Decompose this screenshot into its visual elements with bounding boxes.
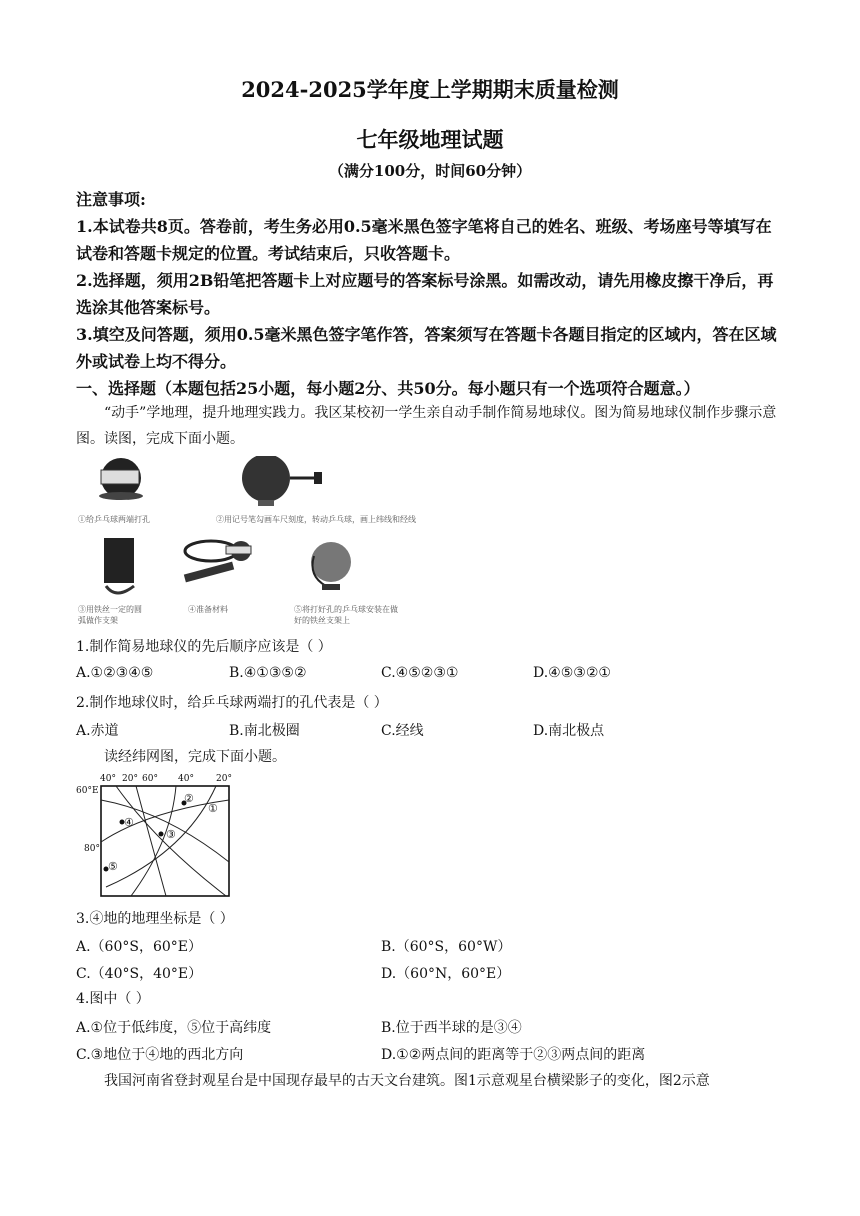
passage-1: “动手”学地理，提升地理实践力。我区某校初一学生亲自动手制作简易地球仪。图为简易地球仪制作步骤示意图。读图，完成下面小题。 [76, 405, 777, 447]
notes-heading: 注意事项: [76, 190, 146, 209]
q2-option-d[interactable]: D.南北极点 [533, 723, 605, 739]
top-label: 40° [178, 774, 194, 784]
passage-3: 我国河南省登封观星台是中国现存最早的古天文台建筑。图1示意观星台横梁影子的变化，图2示意 [104, 1073, 710, 1089]
top-label: 20° [122, 774, 138, 784]
q3-option-d[interactable]: D.（60°N，60°E） [381, 966, 511, 982]
globe-steps-figure [76, 456, 426, 632]
note-item: 1.本试卷共8页。答卷前，考生务必用0.5毫米黑色签字笔将自己的姓名、班级、考场座号等填写在试卷和答题卡规定的位置。考试结束后，只收答题卡。 [76, 217, 772, 263]
q2-option-a[interactable]: A.赤道 [76, 723, 119, 739]
point-label-3: ③ [166, 828, 176, 841]
point-label-5: ⑤ [108, 860, 118, 873]
top-label: 40° [100, 774, 116, 784]
q4-option-b[interactable]: B.位于西半球的是③④ [381, 1020, 522, 1036]
q1-option-d[interactable]: D.④⑤③②① [533, 665, 611, 681]
step-caption-5: ⑤将打好孔的乒乓球安装在做好的铁丝支架上 [294, 605, 398, 625]
left-label: 80° [84, 844, 100, 854]
step-caption-2: ②用记号笔勾画车尺刻度，转动乒乓球，画上纬线和经线 [216, 515, 416, 524]
left-label: 60°E [76, 786, 99, 796]
q3-option-b[interactable]: B.（60°S，60°W） [381, 939, 512, 955]
question-4-stem: 4.图中（ ） [76, 991, 150, 1007]
notes [76, 186, 786, 402]
question-1-stem: 1.制作简易地球仪的先后顺序应该是（ ） [76, 639, 332, 655]
q4-option-a[interactable]: A.①位于低纬度，⑤位于高纬度 [76, 1020, 272, 1036]
question-3-stem: 3.④地的地理坐标是（ ） [76, 911, 234, 927]
note-item: 3.填空及问答题，须用0.5毫米黑色签字笔作答，答案须写在答题卡各题目指定的区域内，答在区域外或试卷上均不得分。 [76, 325, 777, 371]
page-subtitle: 七年级地理试题 [356, 127, 504, 152]
q1-option-b[interactable]: B.④①③⑤② [229, 665, 307, 681]
q3-option-c[interactable]: C.（40°S，40°E） [76, 966, 203, 982]
page-title: 2024-2025学年度上学期期末质量检测 [241, 77, 619, 102]
step-caption-1: ①给乒乓球两端打孔 [78, 515, 150, 524]
graticule-map [76, 772, 236, 902]
exam-meta: （满分100分，时间60分钟） [328, 162, 532, 180]
question-2-stem: 2.制作地球仪时，给乒乓球两端打的孔代表是（ ） [76, 695, 388, 711]
q4-option-d[interactable]: D.①②两点间的距离等于②③两点间的距离 [381, 1047, 646, 1063]
top-label: 20° [216, 774, 232, 784]
section-heading: 一、选择题（本题包括25小题，每小题2分、共50分。每小题只有一个选项符合题意。） [76, 379, 700, 398]
q2-option-b[interactable]: B.南北极圈 [229, 723, 300, 739]
step-caption-3: ③用铁丝一定的圆弧做作支架 [78, 605, 142, 625]
top-label: 60° [142, 774, 158, 784]
point-label-2: ② [184, 792, 194, 805]
graticule-figure [76, 772, 236, 902]
note-item: 2.选择题，须用2B铅笔把答题卡上对应题号的答案标号涂黑。如需改动，请先用橡皮擦干净后，再选涂其他答案标号。 [76, 271, 774, 317]
passage-2: 读经纬网图，完成下面小题。 [104, 749, 286, 765]
step-caption-4: ④准备材料 [188, 605, 228, 614]
point-label-1: ① [208, 802, 218, 815]
q1-option-a[interactable]: A.①②③④⑤ [76, 665, 154, 681]
q2-option-c[interactable]: C.经线 [381, 723, 424, 739]
q4-option-c[interactable]: C.③地位于④地的西北方向 [76, 1047, 244, 1063]
q1-option-c[interactable]: C.④⑤②③① [381, 665, 459, 681]
point-label-4: ④ [124, 816, 134, 829]
q3-option-a[interactable]: A.（60°S，60°E） [76, 939, 202, 955]
